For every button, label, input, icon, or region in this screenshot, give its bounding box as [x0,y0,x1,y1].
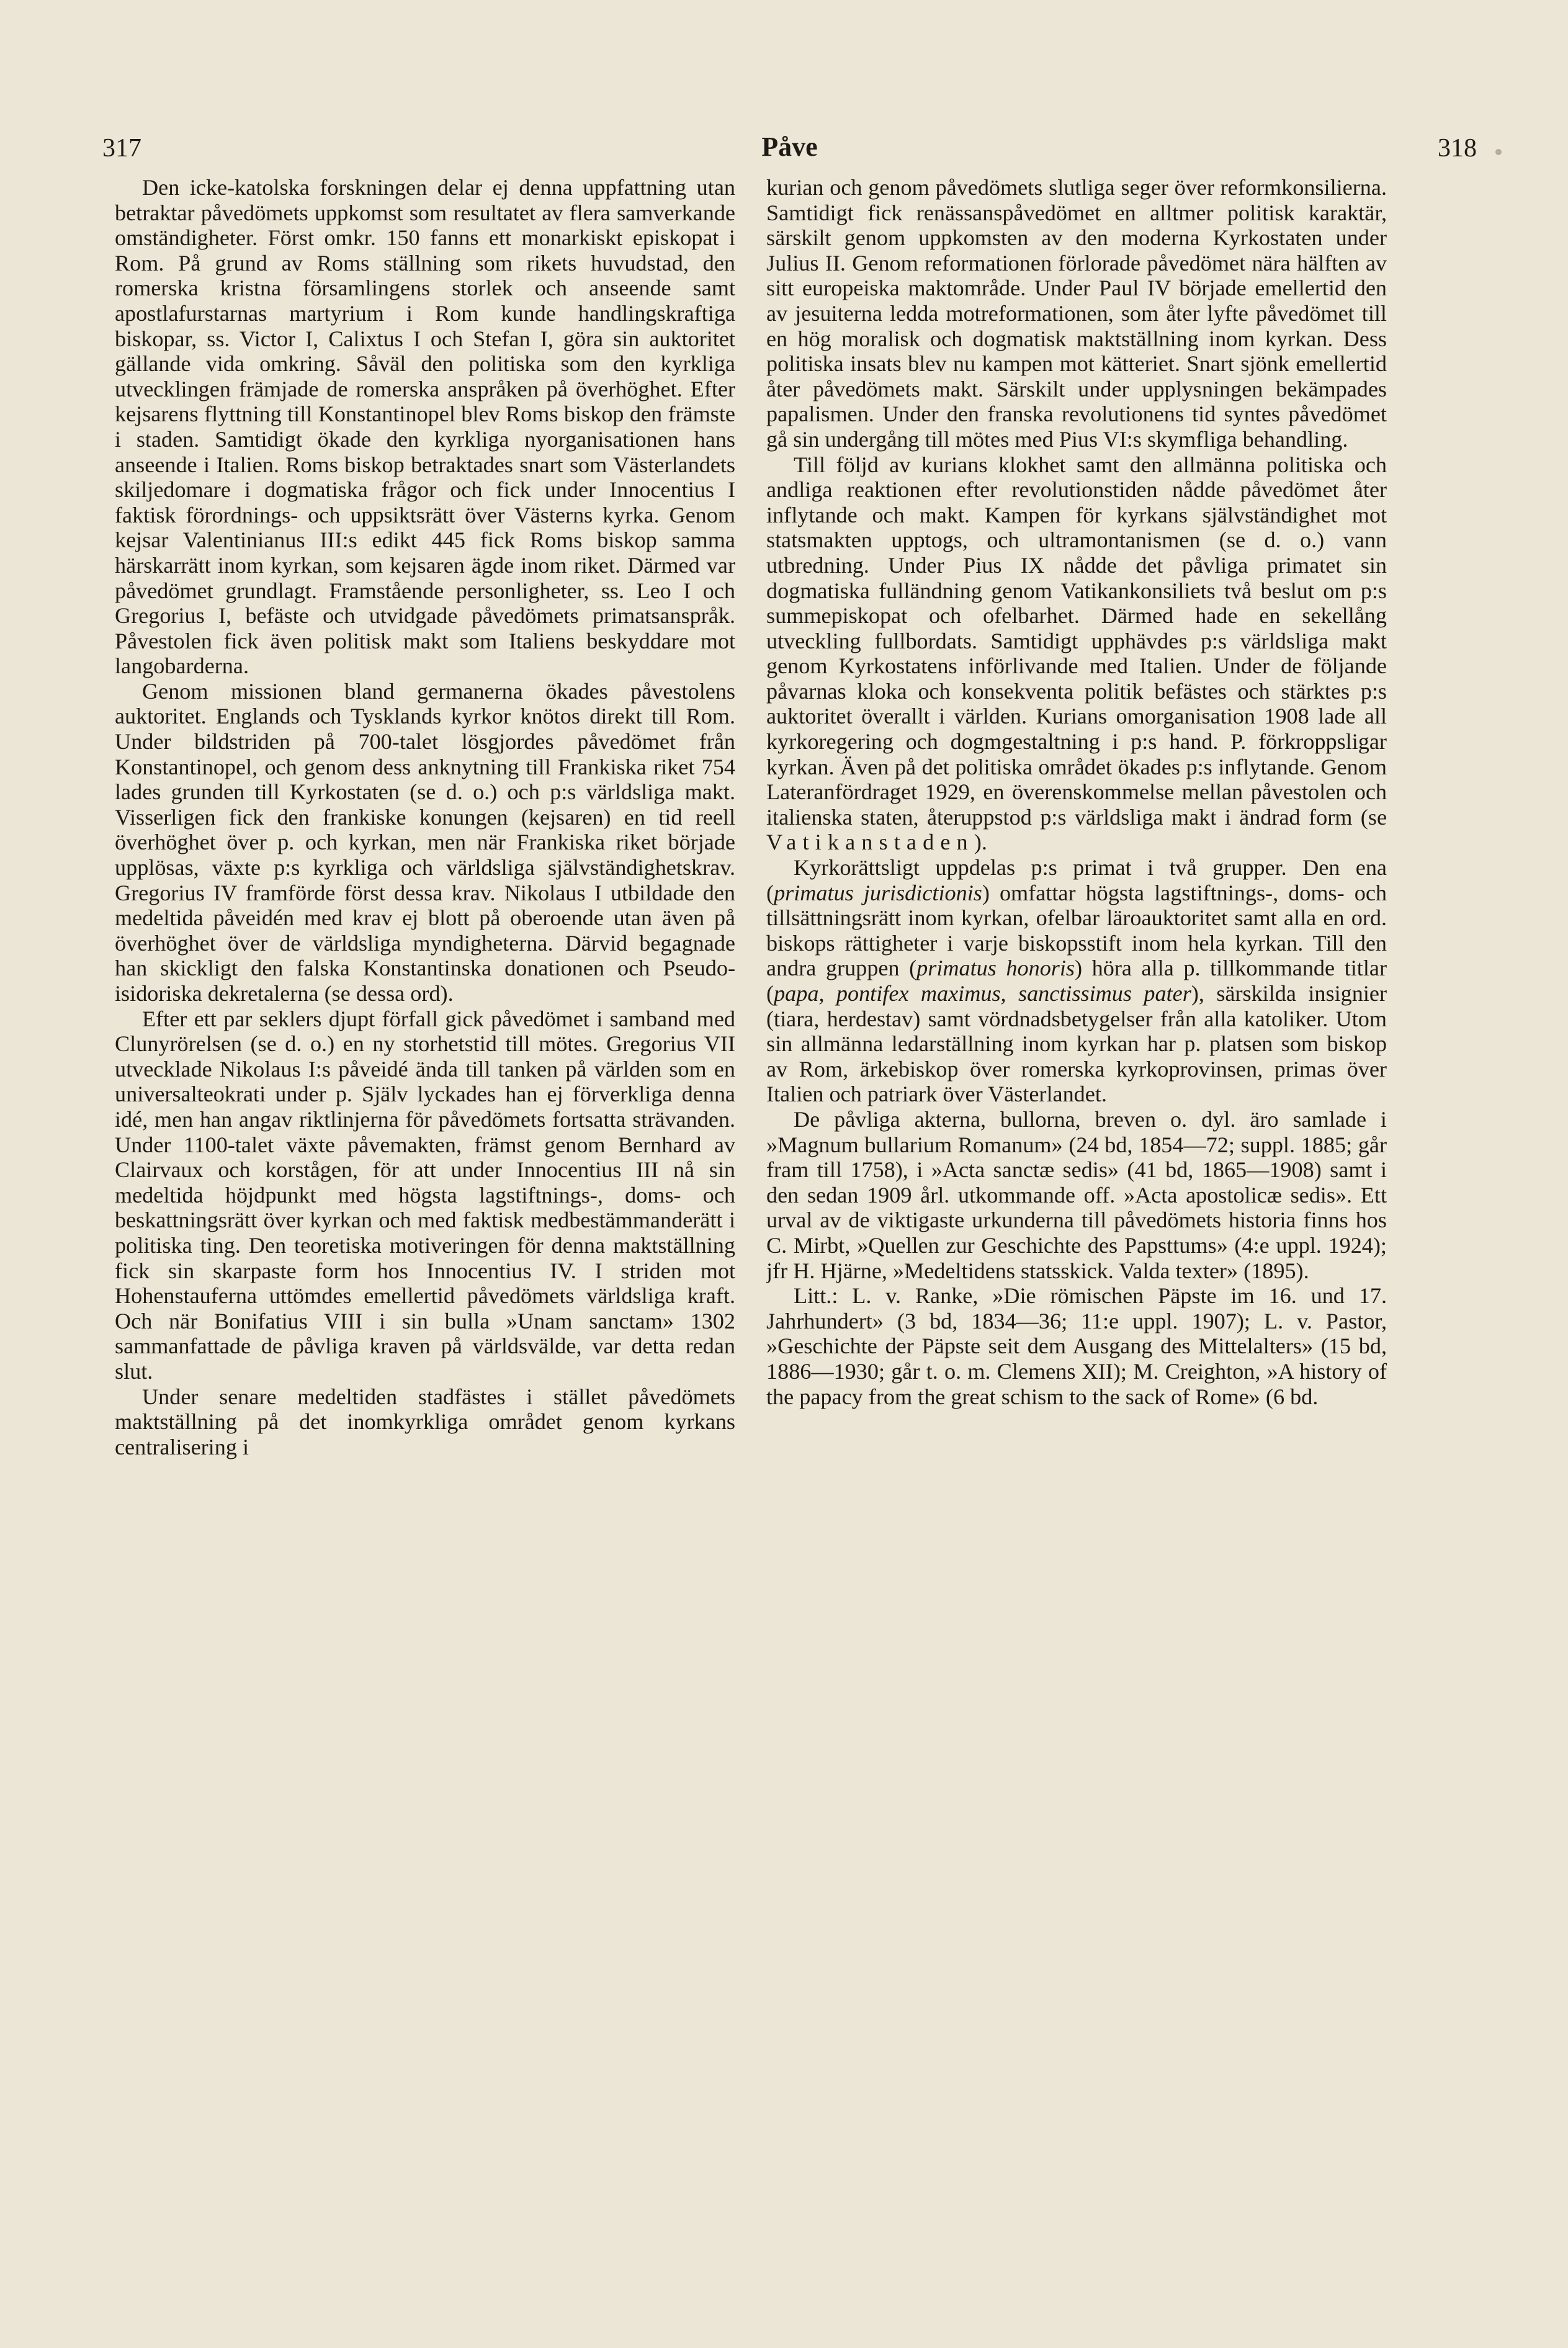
running-title: Påve [761,132,818,162]
bibliography: Litt.: L. v. Ranke, »Die römischen Päpste im 16. und 17. Jahrhundert» (3 bd, 1834—36; 11:e uppl. 1907); L. v. Pastor, »Geschichte der Päpste seit dem Ausgang des Mittelalters» (15 bd, 1886—1930; går t. o. m. Clemens XII); M. Creighton, »A history of the papacy from the great schism to the sack of Rome» (6 bd. [766,1283,1387,1409]
page-header [102,127,1477,171]
paragraph-continued: kurian och genom påvedömets slutliga seger över reformkonsilierna. Samtidigt fick renässanspåvedömet en alltmer politisk karaktär, särskilt genom uppkomsten av den moderna Kyrkostaten under Julius II. Genom reformationen förlorade påvedömet nära hälften av sitt europeiska maktområde. Under Paul IV började emellertid den av jesuiterna ledda motreformationen, som åter lyfte påvedömet till en hög moralisk och dogmatisk maktställning inom kyrkan. Dess politiska insats blev nu kampen mot kätteriet. Snart sjönk emellertid åter påvedömets makt. Särskilt under upplysningen bekämpades papalismen. Under den franska revolutionens tid syntes påvedömet gå sin undergång till mötes med Pius VI:s skymfliga behandling. [766,175,1387,452]
paragraph-text: ) höra alla p. tillkommande titlar ( [766,956,1387,1006]
paragraph-text: ). [974,830,987,855]
paper-speck [1495,149,1502,155]
paragraph: Efter ett par seklers djupt förfall gick påvedömet i samband med Clunyrörelsen (se d. o.) en ny storhetstid till mötes. Gregorius VII utvecklade Nikolaus I:s påveidé ända till tanken på världen som en universalteokrati under p. Själv lyckades han ej förverkliga denna idé, men han angav riktlinjerna för påvedömets fortsatta strävanden. Under 1100-talet växte påvemakten, främst genom Bernhard av Clairvaux och korstågen, för att under Innocentius III nå sin medeltida höjdpunkt med högsta lagstiftnings-, doms- och beskattningsrätt över kyrkan och med faktisk medbestämmanderätt i politiska ting. Den teoretiska motiveringen för denna maktställning fick sin skarpaste form hos Innocentius IV. I striden mot Hohenstauferna uttömdes emellertid påvedömets världsliga kraft. Och när Bonifatius VIII i sin bulla »Unam sanctam» 1302 sammanfattade de påvliga kraven på världsvälde, var detta redan slut. [115,1006,735,1384]
paragraph-text: Till följd av kurians klokhet samt den allmänna politiska och andliga reaktionen efter revolutionstiden nådde påvedömet åter inflytande och makt. Kampen för kyrkans självständighet mot statsmakten upptogs, och ultramontanismen (se d. o.) vann utbredning. Under Pius IX nådde det påvliga primatet sin dogmatiska fulländning genom Vatikankonsiliets två beslut om p:s summepiskopat och ofelbarhet. Därmed hade en sekellång utveckling fullbordats. Samtidigt upphävdes p:s världsliga makt genom Kyrkostatens införlivande med Italien. Under de följande påvarnas kloka och konsekventa politik befästes och stärktes p:s auktoritet överallt i världen. Kurians omorganisation 1908 lade all kyrkoregering och dogmgestaltning i p:s hand. P. förkroppsligar kyrkan. Även på det politiska området ökades p:s inflytande. Genom Lateranfördraget 1929, en överenskommelse mellan påvestolen och italienska staten, återuppstod p:s världsliga makt i ändrad form (se [766,452,1387,830]
paragraph-text: ), särskilda insignier (tiara, herdestav) samt vördnadsbetygelser från alla katoliker. Utom sin allmänna ledarställning inom kyrkan har p. platsen som biskop av Rom, ärkebiskop över romerska kyrkoprovinsen, primas över Italien och patriark över Västerlandet. [766,981,1387,1107]
paragraph: Genom missionen bland germanerna ökades påvestolens auktoritet. Englands och Tysklands kyrkor knötos direkt till Rom. Under bildstriden på 700-talet lösgjordes påvedömet från Konstantinopel, och genom dess anknytning till Frankiska riket 754 lades grunden till Kyrkostaten (se d. o.) och p:s världsliga makt. Visserligen fick den frankiske konungen (kejsaren) en tid reell överhöghet över p. och kyrkan, men när Frankiska riket började upplösas, växte p:s kyrkliga och världsliga självständighetskrav. Gregorius IV framförde först dessa krav. Nikolaus I utbildade den medeltida påveidén med krav ej blott på oberoende utan även på överhöghet över de världsliga myndigheterna. Därvid begagnade han skickligt den falska Konstantinska donationen och Pseudo-isidoriska dekretalerna (se dessa ord). [115,678,735,1006]
page-number-left: 317 [102,134,141,163]
paragraph [766,452,1387,856]
latin-term: primatus honoris [916,956,1075,981]
paragraph: Under senare medeltiden stadfästes i stället påvedömets maktställning på det inomkyrkliga området genom kyrkans centralisering i [115,1384,735,1459]
paragraph-text: ) omfattar högsta lagstiftnings-, doms- och tillsättningsrätt inom kyrkan, ofelbar läroauktoritet samt alla en ord. biskops rättigheter i varje biskopsstift inom hela kyrkan. Till den andra gruppen ( [766,880,1387,981]
left-column [115,175,735,2254]
paragraph [766,855,1387,1107]
page-number-right: 318 [1438,134,1477,163]
latin-term: papa, pontifex maximus, sanctissimus pater [774,981,1191,1006]
cross-reference: Vatikanstaden [766,830,974,855]
paragraph-text: Kyrkorättsligt uppdelas p:s primat i två grupper. Den ena ( [766,855,1387,905]
paragraph: Den icke-katolska forskningen delar ej denna uppfattning utan betraktar påvedömets uppkomst som resultatet av flera samverkande omständigheter. Först omkr. 150 fanns ett monarkiskt episkopat i Rom. På grund av Roms ställning som rikets huvudstad, den romerska kristna församlingens storlek och anseende samt apostlafurstarnas martyrium i Rom kunde handlingskraftiga biskopar, ss. Victor I, Calixtus I och Stefan I, göra sin auktoritet gällande vida omkring. Såväl den politiska som den kyrkliga utvecklingen främjade de romerska anspråken på överhöghet. Efter kejsarens flyttning till Konstantinopel blev Roms biskop den främste i staden. Samtidigt ökade den kyrkliga nyorganisationen hans anseende i Italien. Roms biskop betraktades snart som Västerlandets skiljedomare i dogmatiska frågor och fick under Innocentius I faktisk förordnings- och uppsiktsrätt över Västerns kyrka. Genom kejsar Valentinianus III:s edikt 445 fick Roms biskop samma härskarrätt inom kyrkan, som kejsaren ägde inom riket. Därmed var påvedömet grundlagt. Framstående personligheter, ss. Leo I och Gregorius I, befäste och utvidgade påvedömets primatsanspråk. Påvestolen fick även politisk makt som Italiens beskyddare mot langobarderna. [115,175,735,679]
paragraph: De påvliga akterna, bullorna, breven o. dyl. äro samlade i »Magnum bullarium Romanum» (24 bd, 1854—72; suppl. 1885; går fram till 1758), i »Acta sanctæ sedis» (41 bd, 1865—1908) samt i den sedan 1909 årl. utkommande off. »Acta apostolicæ sedis». Ett urval av de viktigaste urkunderna till påvedömets historia finns hos C. Mirbt, »Quellen zur Geschichte des Papsttums» (4:e uppl. 1924); jfr H. Hjärne, »Medeltidens statsskick. Valda texter» (1895). [766,1106,1387,1283]
right-column [766,175,1387,2254]
latin-term: primatus jurisdictionis [774,880,982,905]
